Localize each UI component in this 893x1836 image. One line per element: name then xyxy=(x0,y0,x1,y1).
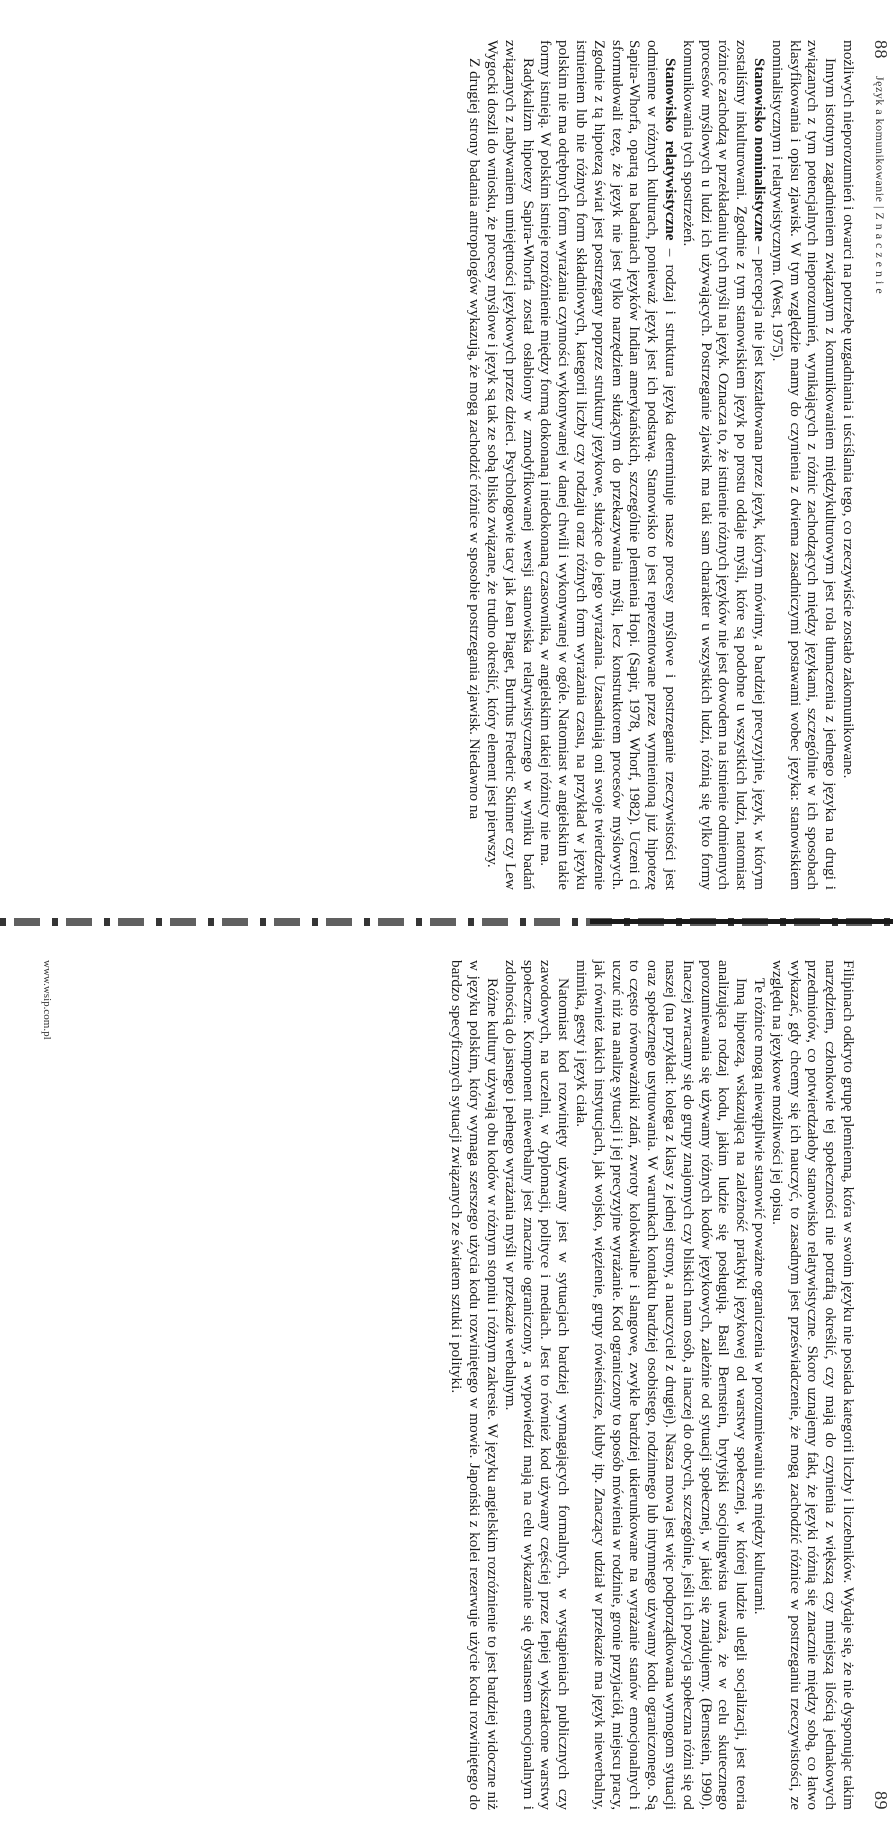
paragraph: Różne kultury używają obu kodów w różnym stopniu i różnym zakresie. W języku angielskim rozróżnienie to jest bardziej widoczne niż w języku polskim, który wymaga szerszego użycia kodu rozwiniętego w mowie. Japoński z kolei rezerwuje użycie kodu rozwiniętego do bardzo specyficznych sytuacji związanych ze światem sztuki i polityki. xyxy=(448,960,502,1810)
paragraph: możliwych nieporozumień i otwarci na potrzebę uzgadniania i uściślania tego, co rzeczywiście zostało zakomunikowane. xyxy=(840,40,857,779)
paragraph: Z drugiej strony badania antropologów wykazują, że mogą zachodzić różnice w sposobie postrzegania zjawisk. Niedawno na xyxy=(466,58,484,820)
running-header xyxy=(861,40,891,900)
page-88-body xyxy=(465,40,857,890)
footer-url: www.wsip.com.pl xyxy=(41,960,53,1040)
paragraph: Innym istotnym zagadnieniem związanym z komunikowaniem międzykulturowym jest rola tłumaczenia z jednego języka na drugi i związanych z tym potencjalnych nieporozumień, wynikających z różnic zachodzących między językami, szczególnie w ich sposobach klasyfikowania i opisu zjawisk. W tym względzie mamy do czynienia z dwiema zasadniczymi postawami wobec języka: stanowiskiem nominalistycznym i relatywistycznym. (West, 1975). xyxy=(768,40,840,890)
page-number: 89 xyxy=(871,1791,891,1810)
paragraph: Filipinach odkryto grupę plemienną, która w swoim języku nie posiada kategorii liczby i liczebników. Wydaje się, że nie dysponując takim narzędziem, członkowie tej społeczności nie potrafią określić, czy mają do czynienia z większą czy mniejszą ilością jednakowych przedmiotów, co potwierdzałoby stanowisko relatywistyczne. Skoro uznajemy fakt, że języki różnią się znacznie między sobą, co łatwo wykazać, gdy chcemy się ich nauczyć, to zasadnym jest przeświadczenie, że mogą zachodzić różnice w postrzeganiu rzeczywistości, ze względu na językowe możliwości jej opisu. xyxy=(768,960,857,1810)
paragraph: Stanowisko nominalistyczne – percepcja nie jest kształtowana przez język, którym mówimy, a bardziej precyzyjnie, język, w którym zostaliśmy inkulturowani. Zgodnie z tym stanowiskiem język po prostu oddaje myśli, które są podobne u wszystkich ludzi, natomiast różnice zachodzą w przekładaniu tych myśli na język. Oznacza to, że istnienie różnych języków nie jest dowodem na istnienie odmiennych procesów myślowych u ludzi ich używających. Postrzeganie zjawisk ma taki sam charakter u wszystkich ludzi, różnią się tylko formy komunikowania tych spostrzeżeń. xyxy=(679,40,769,890)
page-gutter-edge xyxy=(590,919,893,924)
paragraph: Inną hipotezą, wskazującą na zależność praktyki językowej od warstwy społecznej, w której ludzie ulegli socjalizacji, jest teoria analizująca rodzaj kodu, jakim ludzie się posługują. Basil Bernstein, brytyjski socjolingwista uważa, że w celu skutecznego porozumiewania się używamy różnych kodów językowych, zależnie od sytuacji społecznej, w jakiej się znajdujemy. (Bernstein, 1990). Inaczej zwracamy się do grupy znajomych czy bliskich nam osób, a inaczej do obcych, szczególnie, jeśli ich pozycja społeczna różni się od naszej (na przykład: kolega z klasy z jednej strony, a nauczyciel z drugiej). Nasza mowa jest więc podporządkowana wymogom sytuacji oraz społecznego usytuowania. W warunkach kontaktu bardziej osobistego, rodzinnego lub intymnego używamy kodu ograniczonego. Są to często równoważniki zdań, zwroty kolokwialne i slangowe, zwykle bardziej ukierunkowane na wyrażanie stanów emocjonalnych i uczuć niż na analizę sytuacji i jej precyzyjne wyrażanie. Kod ograniczony to sposób mówienia w rodzinie, gronie przyjaciół, miejscu pracy, jak również takich instytucjach, jak wojsko, więzienie, grupy rówieśnicze, kluby itp. Znaczący udział w przekazie ma język niewerbalny, mimika, gesty i język ciała. xyxy=(573,960,751,1810)
page-number: 88 xyxy=(871,40,891,59)
paragraph: Te różnice mogą niewątpliwie stanowić poważne ograniczenia w porozumiewaniu się między kulturami. xyxy=(751,978,769,1615)
page-89-body xyxy=(448,960,857,1810)
running-header xyxy=(861,960,891,1820)
page-88 xyxy=(13,40,893,900)
paragraph: Natomiast kod rozwinięty używany jest w sytuacjach bardziej wymagających formalnych, w wystąpieniach publicznych czy zawodowych, na uczelni, w dyplomacji, polityce i mediach. Jest to również kod używany częściej przez lepiej wykształcone warstwy społeczne. Komponent niewerbalny jest znacznie ograniczony, a wypowiedzi mają na celu wykazanie się dystansem emocjonalnym i zdolnością do jasnego i pełnego wyrażania myśli w przekazie werbalnym. xyxy=(501,960,573,1810)
paragraph: Stanowisko relatywistyczne – rodzaj i struktura języka determinuje nasze procesy myślowe i postrzeganie rzeczywistości jest odmienne w różnych kulturach, ponieważ język jest ich podstawą. Stanowisko to jest reprezentowane przez wymienioną już hipotezę Sapira-Whorfa, opartą na badaniach języków Indian amerykańskich, szczególnie plemienia Hopi. (Sapir, 1978, Whorf, 1982). Uczeni ci sformułowali tezę, że język nie jest tylko narzędziem służącym do przekazywania myśli, lecz konstruktorem procesów myślowych. Zgodnie z tą hipotezą świat jest postrzegany poprzez struktury językowe, służące do jego wyrażania. Uzasadniają oni swoje twierdzenie istnieniem lub nie różnych form składniowych, kategorii liczby czy rodzaju oraz różnych form wyrażania czasu, na przykład w języku polskim nie ma odrębnych form wyrażania czynności wykonywanej w danej chwili i wykonywanej w ogóle. Natomiast w angielskim takie formy istnieją. W polskim istnieje rozróżnienie między formą dokonaną i niedokonaną czasownika, w angielskim takiej różnicy nie ma. xyxy=(537,40,680,890)
paragraph: Radykalizm hipotezy Sapira-Whorfa został osłabiony w zmodyfikowanej wersji stanowiska relatywistycznego w wyniku badań związanych z nabywaniem umiejętności językowych przez dzieci. Psychologowie tacy jak Jean Piaget, Burrhus Frederic Skinner czy Lew Wygocki doszli do wniosku, że procesy myślowe i język są tak ze sobą blisko związane, że trudno określić, który element jest pierwszy. xyxy=(484,40,537,890)
running-head-title: Język a komunikowanie | Z n a c z e n i e xyxy=(873,76,887,295)
page-89 xyxy=(13,960,893,1820)
